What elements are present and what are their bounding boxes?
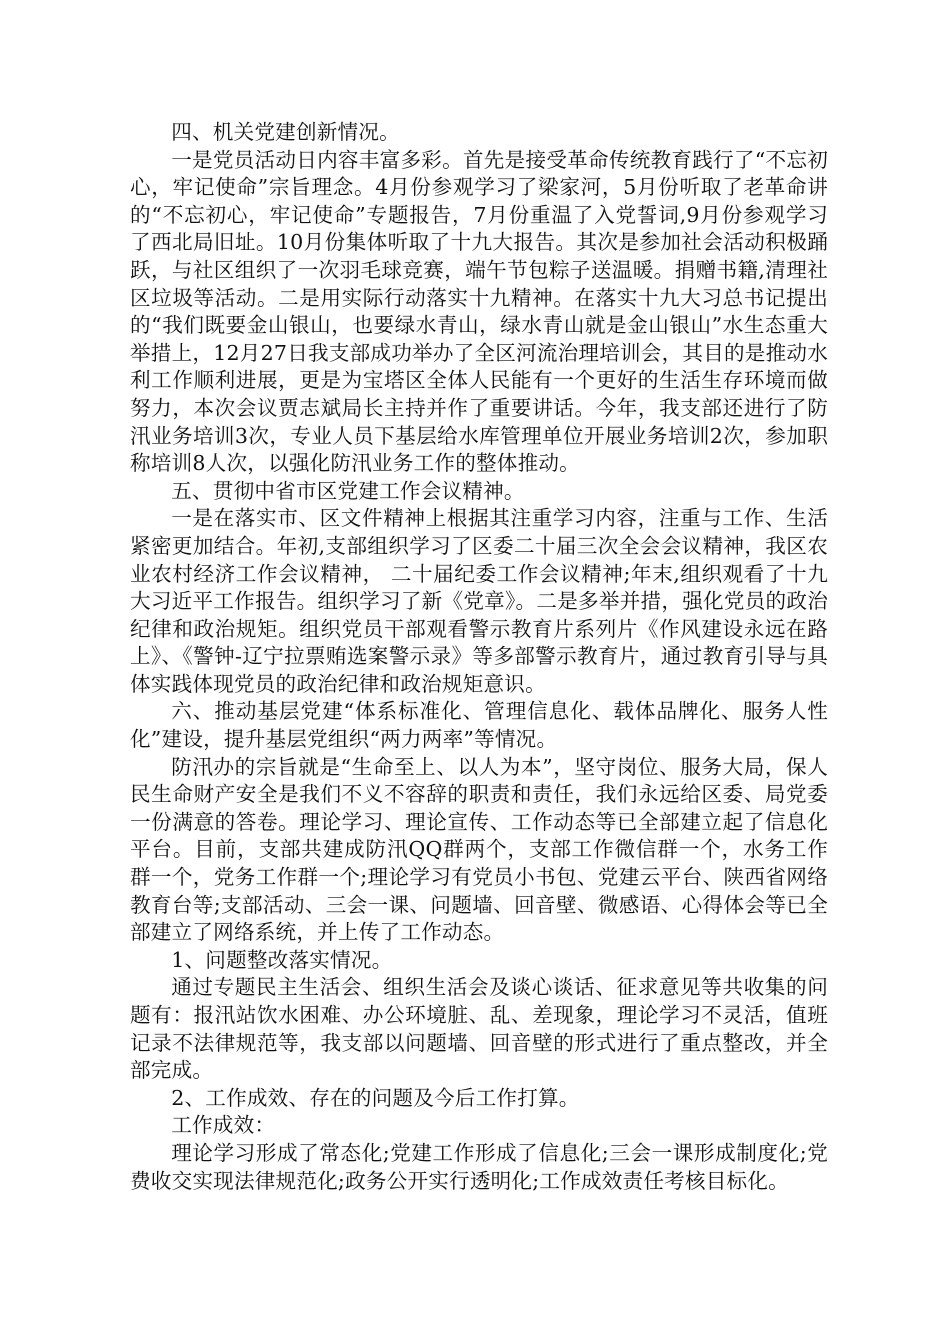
body-paragraph: 通过专题民主生活会、组织生活会及谈心谈话、征求意见等共收集的问题有：报汛站饮水困难、办公环境脏、乱、差现象，理论学习不灵活，值班记录不法律规范等，我支部以问题墙、回音壁的形式进行了重点整改，并全部完成。: [130, 975, 828, 1083]
section-heading-6: 六、推动基层党建“体系标准化、管理信息化、载体品牌化、服务人性化”建设，提升基层党组织“两力两率”等情况。: [130, 699, 828, 752]
subsection-heading-1: 1、问题整改落实情况。: [171, 947, 393, 972]
section-heading-4: 四、机关党建创新情况。: [171, 120, 400, 144]
subsection-heading-2: 2、工作成效、存在的问题及今后工作打算。: [171, 1085, 580, 1110]
results-label: 工作成效：: [171, 1113, 276, 1138]
section-heading-5: 五、贯彻中省市区党建工作会议精神。: [171, 478, 525, 503]
body-paragraph: 防汛办的宗旨就是“生命至上、以人为本”，坚守岗位、服务大局，保人民生命财产安全是我们不义不容辞的职责和责任，我们永远给区委、局党委一份满意的答卷。理论学习、理论宣传、工作动态等已全部建立起了信息化平台。目前，支部共建成防汛QQ群两个，支部工作微信群一个，水务工作群一个，党务工作群一个;理论学习有党员小书包、党建云平台、陕西省网络教育台等;支部活动、三会一课、问题墙、回音壁、微感语、心得体会等已全部建立了网络系统，并上传了工作动态。: [130, 754, 828, 945]
body-paragraph: 理论学习形成了常态化;党建工作形成了信息化;三会一课形成制度化;党费收交实现法律规范化;政务公开实行透明化;工作成效责任考核目标化。: [130, 1140, 828, 1193]
body-paragraph: 一是在落实市、区文件精神上根据其注重学习内容，注重与工作、生活紧密更加结合。年初,支部组织学习了区委二十届三次全会会议精神，我区农业农村经济工作会议精神， 二十届纪委工作会议精神;年末,组织观看了十九大习近平工作报告。组织学习了新《党章》。二是多举并措，强化党员的政治纪律和政治规矩。组织党员干部观看警示教育片系列片《作风建设永远在路上》、《警钟-辽宁拉票贿选案警示录》等多部警示教育片，通过教育引导与具体实践体现党员的政治纪律和政治规矩意识。: [130, 506, 828, 696]
body-paragraph: 一是党员活动日内容丰富多彩。首先是接受革命传统教育践行了“不忘初心，牢记使命”宗旨理念。4月份参观学习了梁家河，5月份听取了老革命讲的“不忘初心，牢记使命”专题报告，7月份重温了入党誓词,9月份参观学习了西北局旧址。10月份集体听取了十九大报告。其次是参加社会活动积极踊跃，与社区组织了一次羽毛球竞赛，端午节包粽子送温暖。捐赠书籍,清理社区垃圾等活动。二是用实际行动落实十九精神。在落实十九大习总书记提出的“我们既要金山银山，也要绿水青山，绿水青山就是金山银山”水生态重大举措上，12月27日我支部成功举办了全区河流治理培训会，其目的是推动水利工作顺利进展，更是为宝塔区全体人民能有一个更好的生活生存环境而做努力，本次会议贾志斌局长主持并作了重要讲话。今年，我支部还进行了防汛业务培训3次，专业人员下基层给水库管理单位开展业务培训2次，参加职称培训8人次，以强化防汛业务工作的整体推动。: [130, 147, 828, 476]
document-body: [130, 119, 828, 1195]
